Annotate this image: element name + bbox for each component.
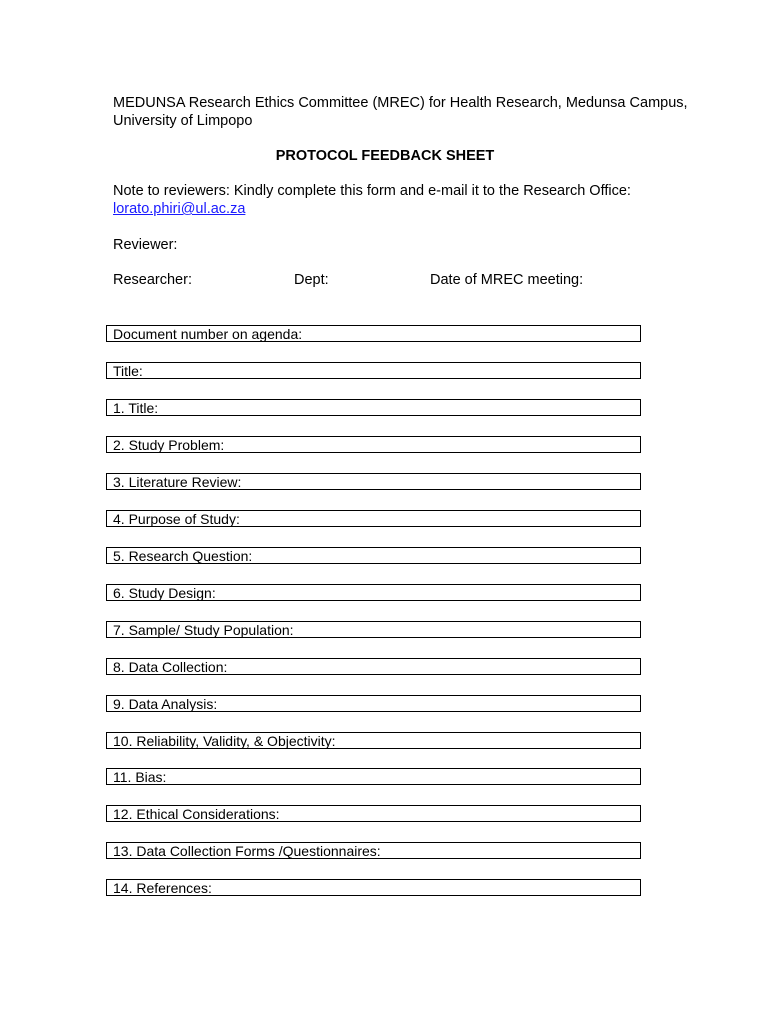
field-label: 5. Research Question: — [113, 548, 253, 564]
section-8-data-collection-field[interactable] — [106, 658, 641, 675]
researcher-label: Researcher: — [113, 272, 192, 288]
meeting-date-label: Date of MREC meeting: — [430, 272, 584, 288]
document-number-field[interactable] — [106, 325, 641, 342]
section-4-purpose-field[interactable] — [106, 510, 641, 527]
field-label: 7. Sample/ Study Population: — [113, 622, 294, 638]
section-2-study-problem-field[interactable] — [106, 436, 641, 453]
section-1-title-field[interactable] — [106, 399, 641, 416]
section-10-reliability-field[interactable] — [106, 732, 641, 749]
committee-header-line-1: MEDUNSA Research Ethics Committee (MREC) for Health Research, Medunsa Campus, — [113, 95, 688, 111]
field-label: 3. Literature Review: — [113, 474, 242, 490]
field-label: 9. Data Analysis: — [113, 696, 218, 712]
field-label: Title: — [113, 363, 143, 379]
committee-header-line-2: University of Limpopo — [113, 113, 253, 129]
field-label: 4. Purpose of Study: — [113, 511, 240, 527]
section-7-sample-population-field[interactable] — [106, 621, 641, 638]
page-title: PROTOCOL FEEDBACK SHEET — [275, 148, 495, 164]
note-to-reviewers: Note to reviewers: Kindly complete this form and e-mail it to the Research Office: — [113, 183, 631, 199]
field-label: 10. Reliability, Validity, & Objectivity: — [113, 733, 336, 749]
section-12-ethical-considerations-field[interactable] — [106, 805, 641, 822]
field-label: 13. Data Collection Forms /Questionnaires: — [113, 843, 381, 859]
dept-label: Dept: — [294, 272, 329, 288]
title-field[interactable] — [106, 362, 641, 379]
field-label: 6. Study Design: — [113, 585, 216, 601]
field-label: 12. Ethical Considerations: — [113, 806, 280, 822]
field-label: 2. Study Problem: — [113, 437, 225, 453]
section-6-study-design-field[interactable] — [106, 584, 641, 601]
section-13-data-collection-forms-field[interactable] — [106, 842, 641, 859]
section-5-research-question-field[interactable] — [106, 547, 641, 564]
section-14-references-field[interactable] — [106, 879, 641, 896]
reviewer-label: Reviewer: — [113, 237, 178, 253]
field-label: 14. References: — [113, 880, 212, 896]
field-label: 1. Title: — [113, 400, 159, 416]
section-11-bias-field[interactable] — [106, 768, 641, 785]
field-label: Document number on agenda: — [113, 326, 303, 342]
section-3-literature-review-field[interactable] — [106, 473, 641, 490]
field-label: 11. Bias: — [113, 769, 167, 785]
field-label: 8. Data Collection: — [113, 659, 228, 675]
section-9-data-analysis-field[interactable] — [106, 695, 641, 712]
research-office-email-link[interactable]: lorato.phiri@ul.ac.za — [113, 201, 246, 217]
